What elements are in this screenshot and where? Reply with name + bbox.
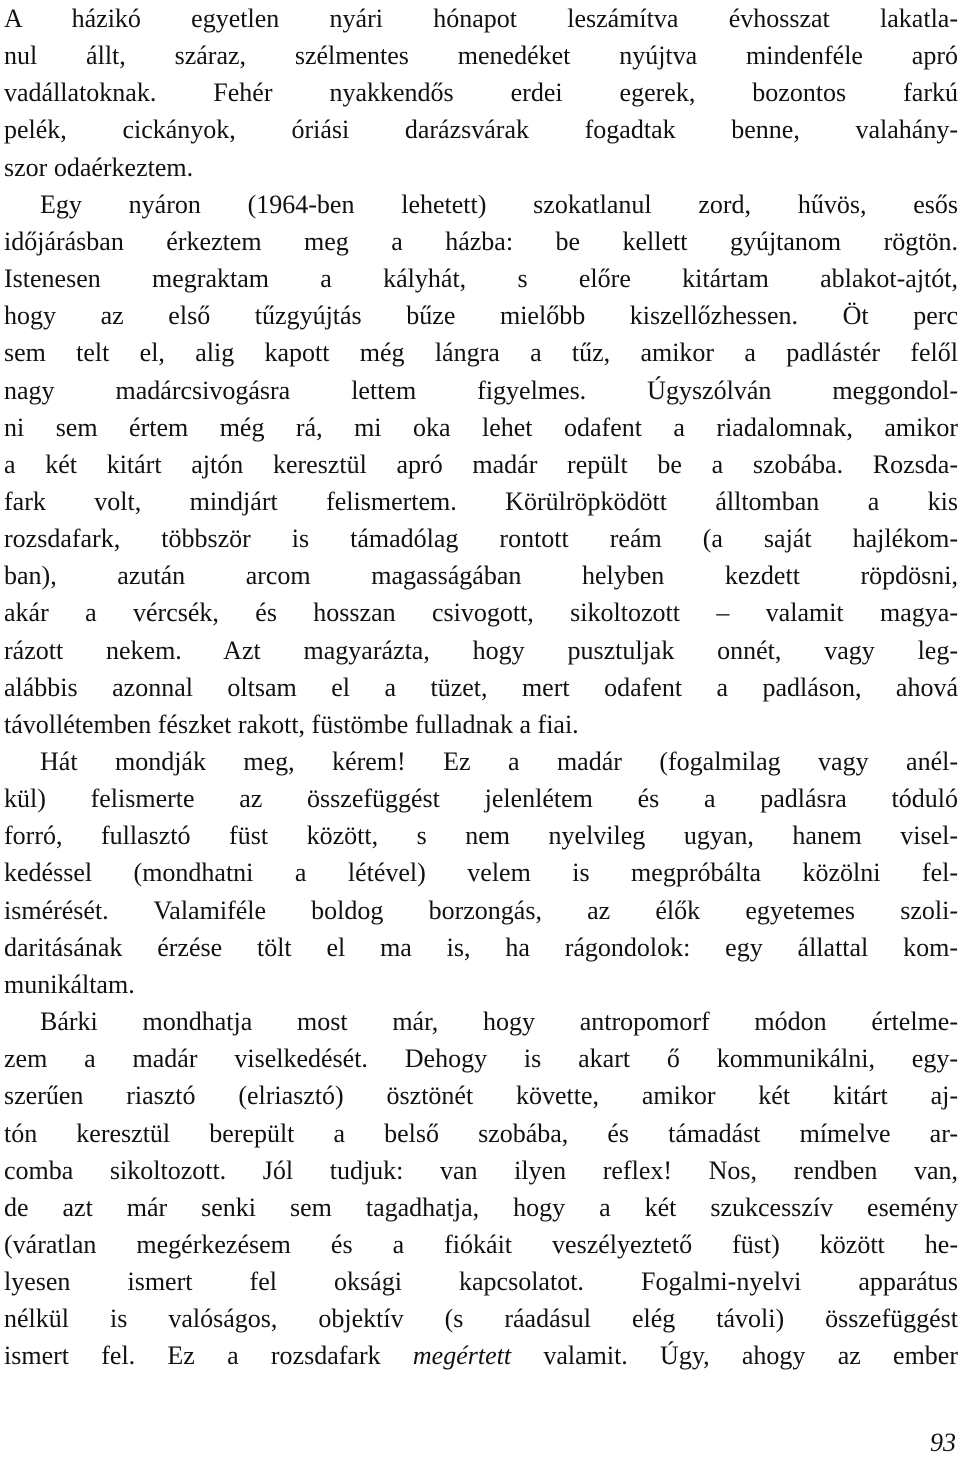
text-line: comba sikoltozott. Jól tudjuk: van ilyen reflex! Nos, rendben van, [4, 1155, 958, 1185]
final-line-before: ismert fel. Ez a rozsdafark [4, 1341, 413, 1371]
text-line: szerűen riasztó (elriasztó) ösztönét követte, amikor két kitárt aj- [4, 1081, 958, 1111]
text-line: nagy madárcsivogásra lettem figyelmes. Úgyszólván meggondol- [4, 375, 958, 405]
text-line: vadállatoknak. Fehér nyakkendős erdei egerek, bozontos farkú [4, 78, 958, 108]
text-line: ni sem értem még rá, mi oka lehet odafent a riadalomnak, amikor [4, 412, 958, 442]
text-line: ismérését. Valamiféle boldog borzongás, az élők egyetemes szoli- [4, 895, 958, 925]
text-line: (váratlan megérkezésem és a fiókáit veszélyeztető füst) között he- [4, 1229, 958, 1259]
text-line: kül) felismerte az összefüggést jelenlétem és a padlásra tóduló [4, 784, 958, 814]
text-line: zem a madár viselkedését. Dehogy is akart ő kommunikálni, egy- [4, 1044, 958, 1074]
text-line: Egy nyáron (1964-ben lehetett) szokatlanul zord, hűvös, esős [40, 189, 958, 219]
text-line: rozsdafark, többször is támadólag rontott reám (a saját hajlékom- [4, 524, 958, 554]
page-number: 93 [930, 1428, 956, 1457]
text-line: Bárki mondhatja most már, hogy antropomorf módon értelme- [40, 1007, 958, 1037]
text-line: akár a vércsék, és hosszan csivogott, sikoltozott – valamit magya- [4, 598, 958, 628]
text-line: A házikó egyetlen nyári hónapot leszámítva évhosszat lakatla- [4, 4, 958, 33]
text-line: rázott nekem. Azt magyarázta, hogy pusztuljak onnét, vagy leg- [4, 635, 958, 665]
final-line-after: valamit. Úgy, ahogy az ember [511, 1341, 958, 1371]
text-line: a két kitárt ajtón keresztül apró madár repült be a szobába. Rozsda- [4, 449, 958, 479]
text-line: tón keresztül berepült a belső szobába, és támadást mímelve ar- [4, 1118, 958, 1148]
text-line: fark volt, mindjárt felismertem. Körülröpködött álltomban a kis [4, 486, 958, 516]
text-line: pelék, cickányok, óriási darázsvárak fogadtak benne, valahány- [4, 115, 958, 145]
text-line: alábbis azonnal oltsam el a tüzet, mert odafent a padláson, ahová [4, 672, 958, 702]
italic-word: megértett [412, 1341, 512, 1371]
text-line: szor odaérkeztem. [4, 152, 194, 182]
text-line: kedéssel (mondhatni a létével) velem is megpróbálta közölni fel- [4, 858, 958, 888]
text-line: nélkül is valóságos, objektív (s ráadásul elég távoli) összefüggést [4, 1304, 958, 1334]
text-line: lyesen ismert fel oksági kapcsolatot. Fogalmi-nyelvi apparátus [4, 1267, 958, 1297]
text-line: időjárásban érkeztem meg a házba: be kellett gyújtanom rögtön. [4, 226, 958, 256]
text-line: Istenesen megraktam a kályhát, s előre kitártam ablakot-ajtót, [4, 264, 958, 294]
text-line-final [4, 1337, 958, 1374]
text-line: távollétemben fészket rakott, füstömbe fulladnak a fiai. [4, 709, 579, 739]
text-line: forró, fullasztó füst között, s nem nyelvileg ugyan, hanem visel- [4, 821, 958, 851]
text-line: ban), azután arcom magasságában helyben kezdett röpdösni, [4, 561, 958, 591]
text-line: daritásának érzése tölt el ma is, ha rágondolok: egy állattal kom- [4, 932, 958, 962]
text-line: munikáltam. [4, 969, 135, 999]
text-line: nul állt, száraz, szélmentes menedéket nyújtva mindenféle apró [4, 41, 958, 71]
text-line: Hát mondják meg, kérem! Ez a madár (fogalmilag vagy anél- [40, 747, 958, 776]
text-line: hogy az első tűzgyújtás bűze mielőbb kiszellőzhessen. Öt perc [4, 301, 958, 331]
text-line: de azt már senki sem tagadhatja, hogy a két szukcesszív esemény [4, 1192, 958, 1222]
text-line: sem telt el, alig kapott még lángra a tűz, amikor a padlástér felől [4, 338, 958, 368]
